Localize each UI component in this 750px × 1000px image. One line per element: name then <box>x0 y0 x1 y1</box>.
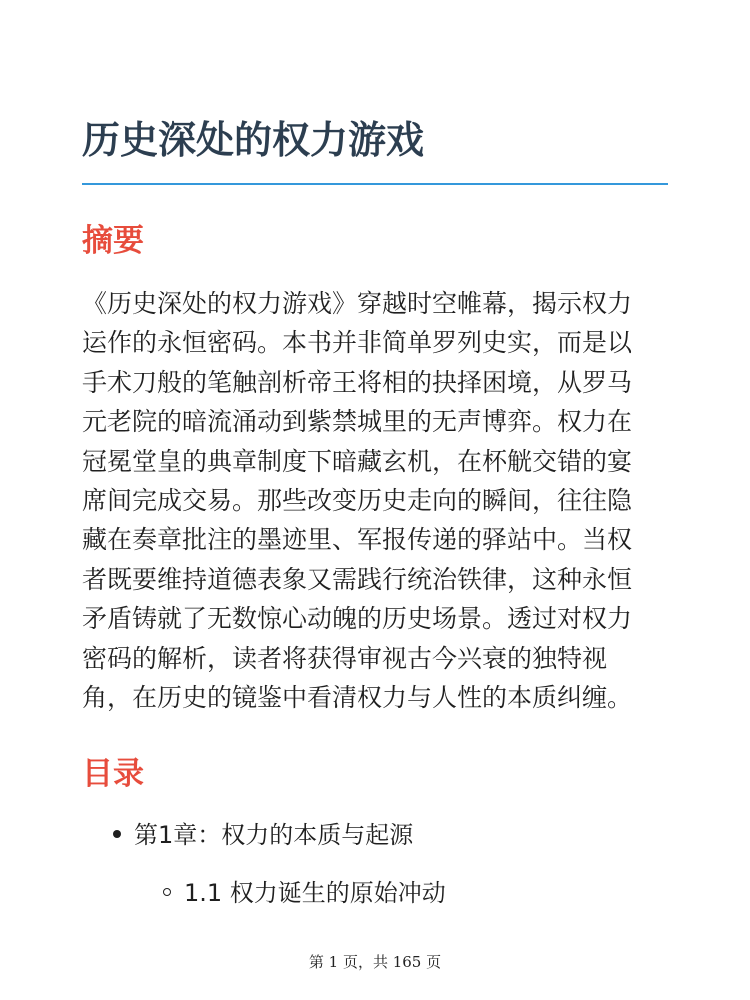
abstract-paragraph <box>82 284 682 717</box>
abstract-line: 者既要维持道德表象又需践行统治铁律，这种永恒 <box>82 564 633 594</box>
abstract-line: 矛盾铸就了无数惊心动魄的历史场景。透过对权力 <box>82 604 633 634</box>
page-title: 历史深处的权力游戏 <box>82 118 425 162</box>
toc-heading: 目录 <box>82 756 144 792</box>
toc-item-label: 1.1 权力诞生的原始冲动 <box>184 879 446 907</box>
abstract-line: 元老院的暗流涌动到紫禁城里的无声博弈。权力在 <box>82 407 633 437</box>
toc-item-section-1-1[interactable] <box>163 876 446 910</box>
title-divider <box>82 183 668 185</box>
toc-item-chapter-1[interactable] <box>113 818 413 852</box>
bullet-disc-icon <box>113 830 121 838</box>
page-number-footer: 第 1 页，共 165 页 <box>308 953 442 971</box>
abstract-line: 藏在奏章批注的墨迹里、军报传递的驿站中。当权 <box>82 525 633 555</box>
bullet-circle-icon <box>163 888 171 896</box>
abstract-heading: 摘要 <box>82 223 144 259</box>
abstract-line: 席间完成交易。那些改变历史走向的瞬间，往往隐 <box>82 486 633 516</box>
abstract-line: 运作的永恒密码。本书并非简单罗列史实，而是以 <box>82 328 633 358</box>
abstract-line: 《历史深处的权力游戏》穿越时空帷幕，揭示权力 <box>82 289 633 318</box>
abstract-line: 密码的解析，读者将获得审视古今兴衰的独特视 <box>82 643 608 673</box>
abstract-line: 冠冕堂皇的典章制度下暗藏玄机，在杯觥交错的宴 <box>82 446 633 476</box>
abstract-line: 角，在历史的镜鉴中看清权力与人性的本质纠缠。 <box>82 683 633 713</box>
abstract-line: 手术刀般的笔触剖析帝王将相的抉择困境，从罗马 <box>82 367 633 397</box>
toc-item-label: 第1章：权力的本质与起源 <box>134 821 414 849</box>
